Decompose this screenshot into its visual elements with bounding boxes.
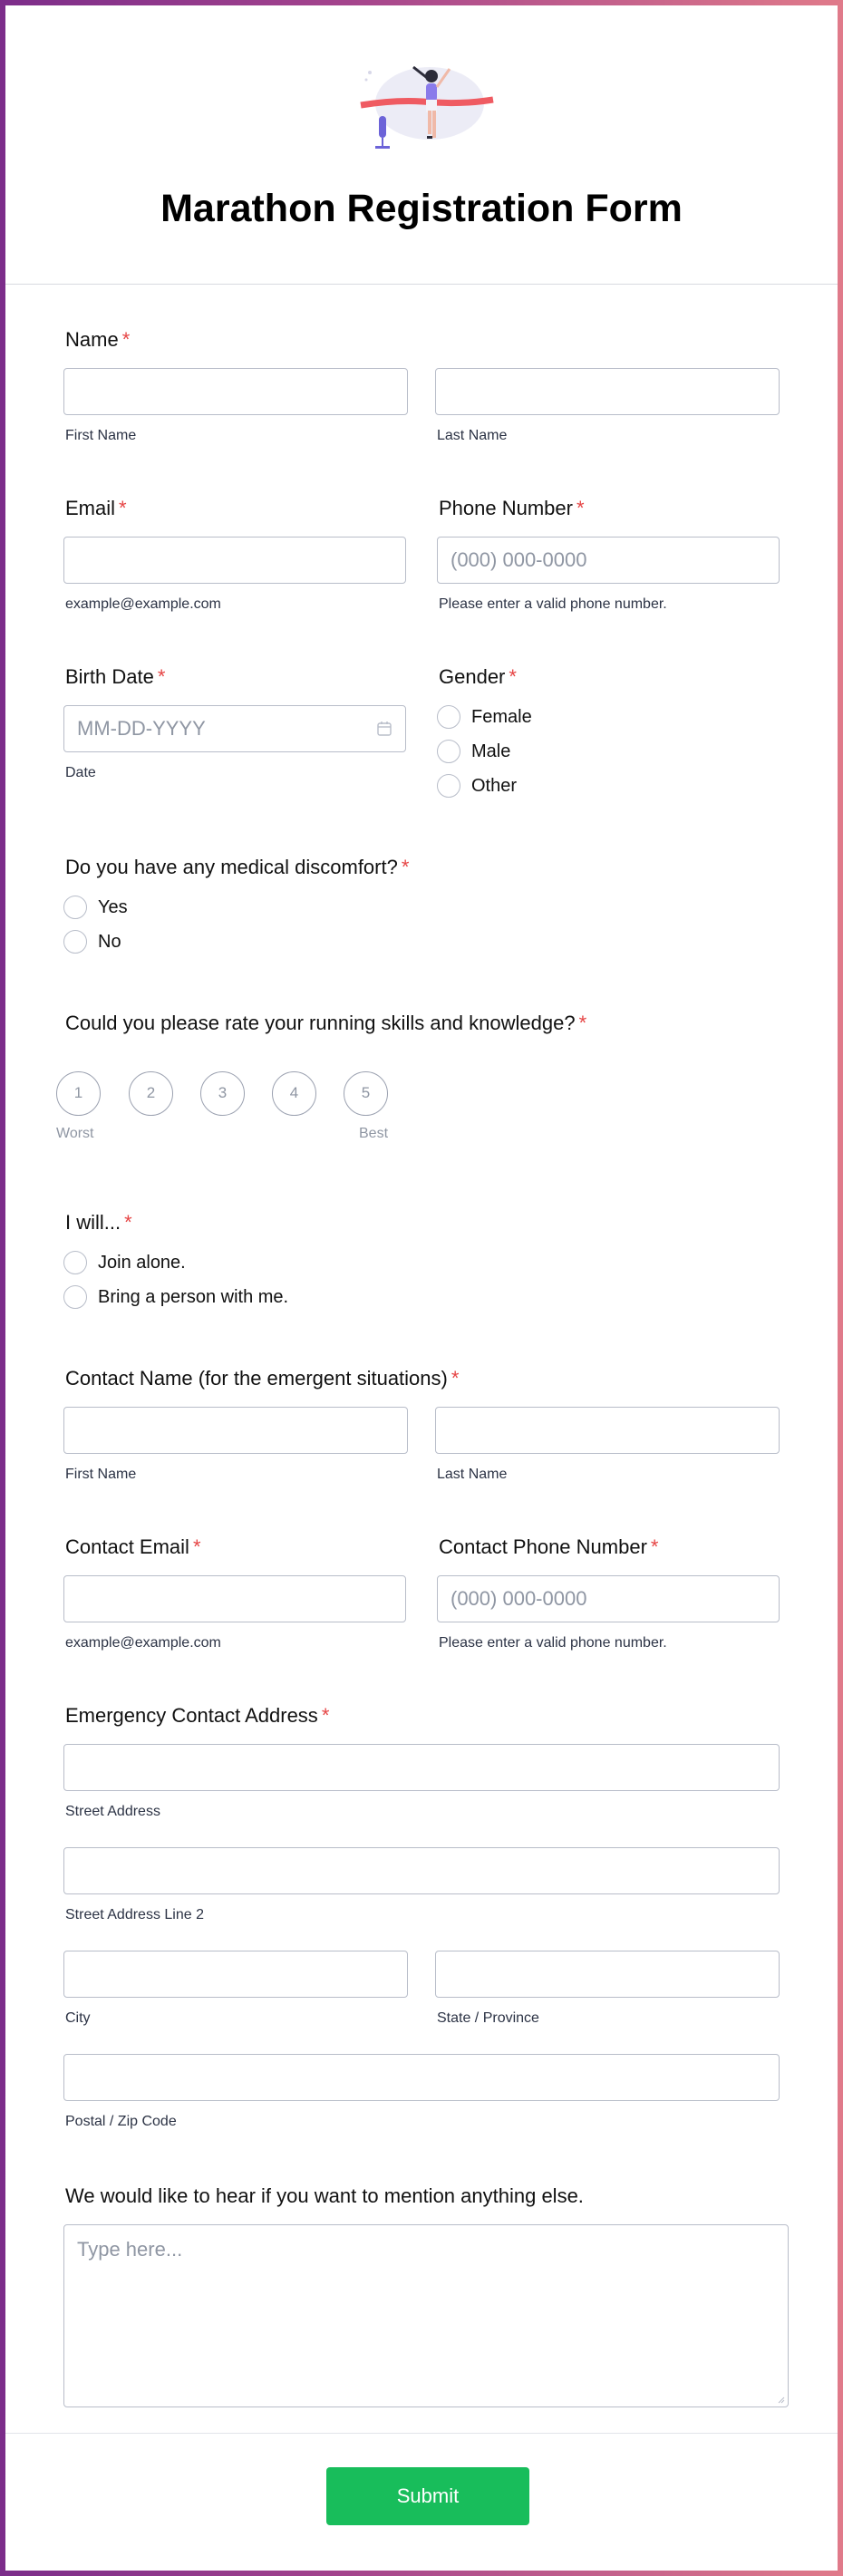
calendar-icon[interactable] [376,721,392,737]
birth-date-input[interactable] [63,705,406,752]
email-sublabel: example@example.com [65,596,221,612]
street-address-2-input[interactable] [63,1847,780,1894]
first-name-sublabel: First Name [65,428,137,443]
will-option-bring-person[interactable]: Bring a person with me. [63,1285,288,1309]
medical-label: Do you have any medical discomfort? * [65,856,410,878]
radio-button[interactable] [437,774,460,798]
form-card [5,5,838,2571]
resize-handle-icon[interactable] [776,2395,785,2404]
contact-last-name-sublabel: Last Name [437,1467,508,1482]
last-name-sublabel: Last Name [437,428,508,443]
phone-input[interactable]: (000) 000-0000 [437,537,780,584]
submit-button[interactable]: Submit [326,2467,529,2525]
contact-first-name-input[interactable] [63,1407,408,1454]
postal-code-input[interactable] [63,2054,780,2101]
comments-label: We would like to hear if you want to mention anything else. [65,2184,584,2207]
birth-date-placeholder: MM-DD-YYYY [77,717,206,740]
gender-option-male[interactable]: Male [437,740,510,763]
radio-button[interactable] [63,930,87,954]
radio-button[interactable] [63,1251,87,1274]
footer-divider [5,2433,838,2434]
rating-option-1[interactable]: 1 [56,1071,101,1116]
street-address-sublabel: Street Address [65,1804,160,1819]
runner-logo-icon [359,60,495,160]
radio-button[interactable] [63,1285,87,1309]
rating-label: Could you please rate your running skills and knowledge? * [65,1012,587,1034]
email-input[interactable] [63,537,406,584]
city-input[interactable] [63,1951,408,1998]
contact-phone-input[interactable]: (000) 000-0000 [437,1575,780,1622]
contact-last-name-input[interactable] [435,1407,780,1454]
radio-button[interactable] [437,740,460,763]
city-sublabel: City [65,2010,91,2026]
rating-option-4[interactable]: 4 [272,1071,316,1116]
radio-button[interactable] [437,705,460,729]
will-label: I will... * [65,1211,132,1234]
contact-name-label: Contact Name (for the emergent situations) * [65,1367,460,1390]
will-option-alone[interactable]: Join alone. [63,1251,186,1274]
form-header [5,5,838,285]
rating-option-3[interactable]: 3 [200,1071,245,1116]
phone-label: Phone Number * [439,497,585,519]
address-label: Emergency Contact Address * [65,1704,330,1727]
phone-sublabel: Please enter a valid phone number. [439,596,667,612]
email-label: Email * [65,497,127,519]
contact-phone-sublabel: Please enter a valid phone number. [439,1635,667,1651]
contact-email-label: Contact Email * [65,1535,201,1558]
street-address-2-sublabel: Street Address Line 2 [65,1907,204,1922]
postal-code-sublabel: Postal / Zip Code [65,2114,177,2129]
first-name-input[interactable] [63,368,408,415]
street-address-input[interactable] [63,1744,780,1791]
contact-email-sublabel: example@example.com [65,1635,221,1651]
contact-phone-label: Contact Phone Number * [439,1535,659,1558]
state-input[interactable] [435,1951,780,1998]
gender-option-other[interactable]: Other [437,774,517,798]
name-label: Name * [65,328,131,351]
last-name-input[interactable] [435,368,780,415]
comments-textarea[interactable] [63,2224,789,2407]
rating-option-2[interactable]: 2 [129,1071,173,1116]
contact-email-input[interactable] [63,1575,406,1622]
medical-option-yes[interactable]: Yes [63,896,128,919]
state-sublabel: State / Province [437,2010,539,2026]
medical-option-no[interactable]: No [63,930,121,954]
contact-first-name-sublabel: First Name [65,1467,137,1482]
radio-button[interactable] [63,896,87,919]
birth-date-sublabel: Date [65,765,96,780]
rating-min-label: Worst [56,1126,94,1141]
page-title: Marathon Registration Form [160,187,683,230]
rating-max-label: Best [359,1126,389,1141]
rating-option-5[interactable]: 5 [344,1071,388,1116]
birth-date-label: Birth Date * [65,665,166,688]
gender-label: Gender * [439,665,517,688]
gender-option-female[interactable]: Female [437,705,532,729]
comments-placeholder: Type here... [77,2238,183,2261]
